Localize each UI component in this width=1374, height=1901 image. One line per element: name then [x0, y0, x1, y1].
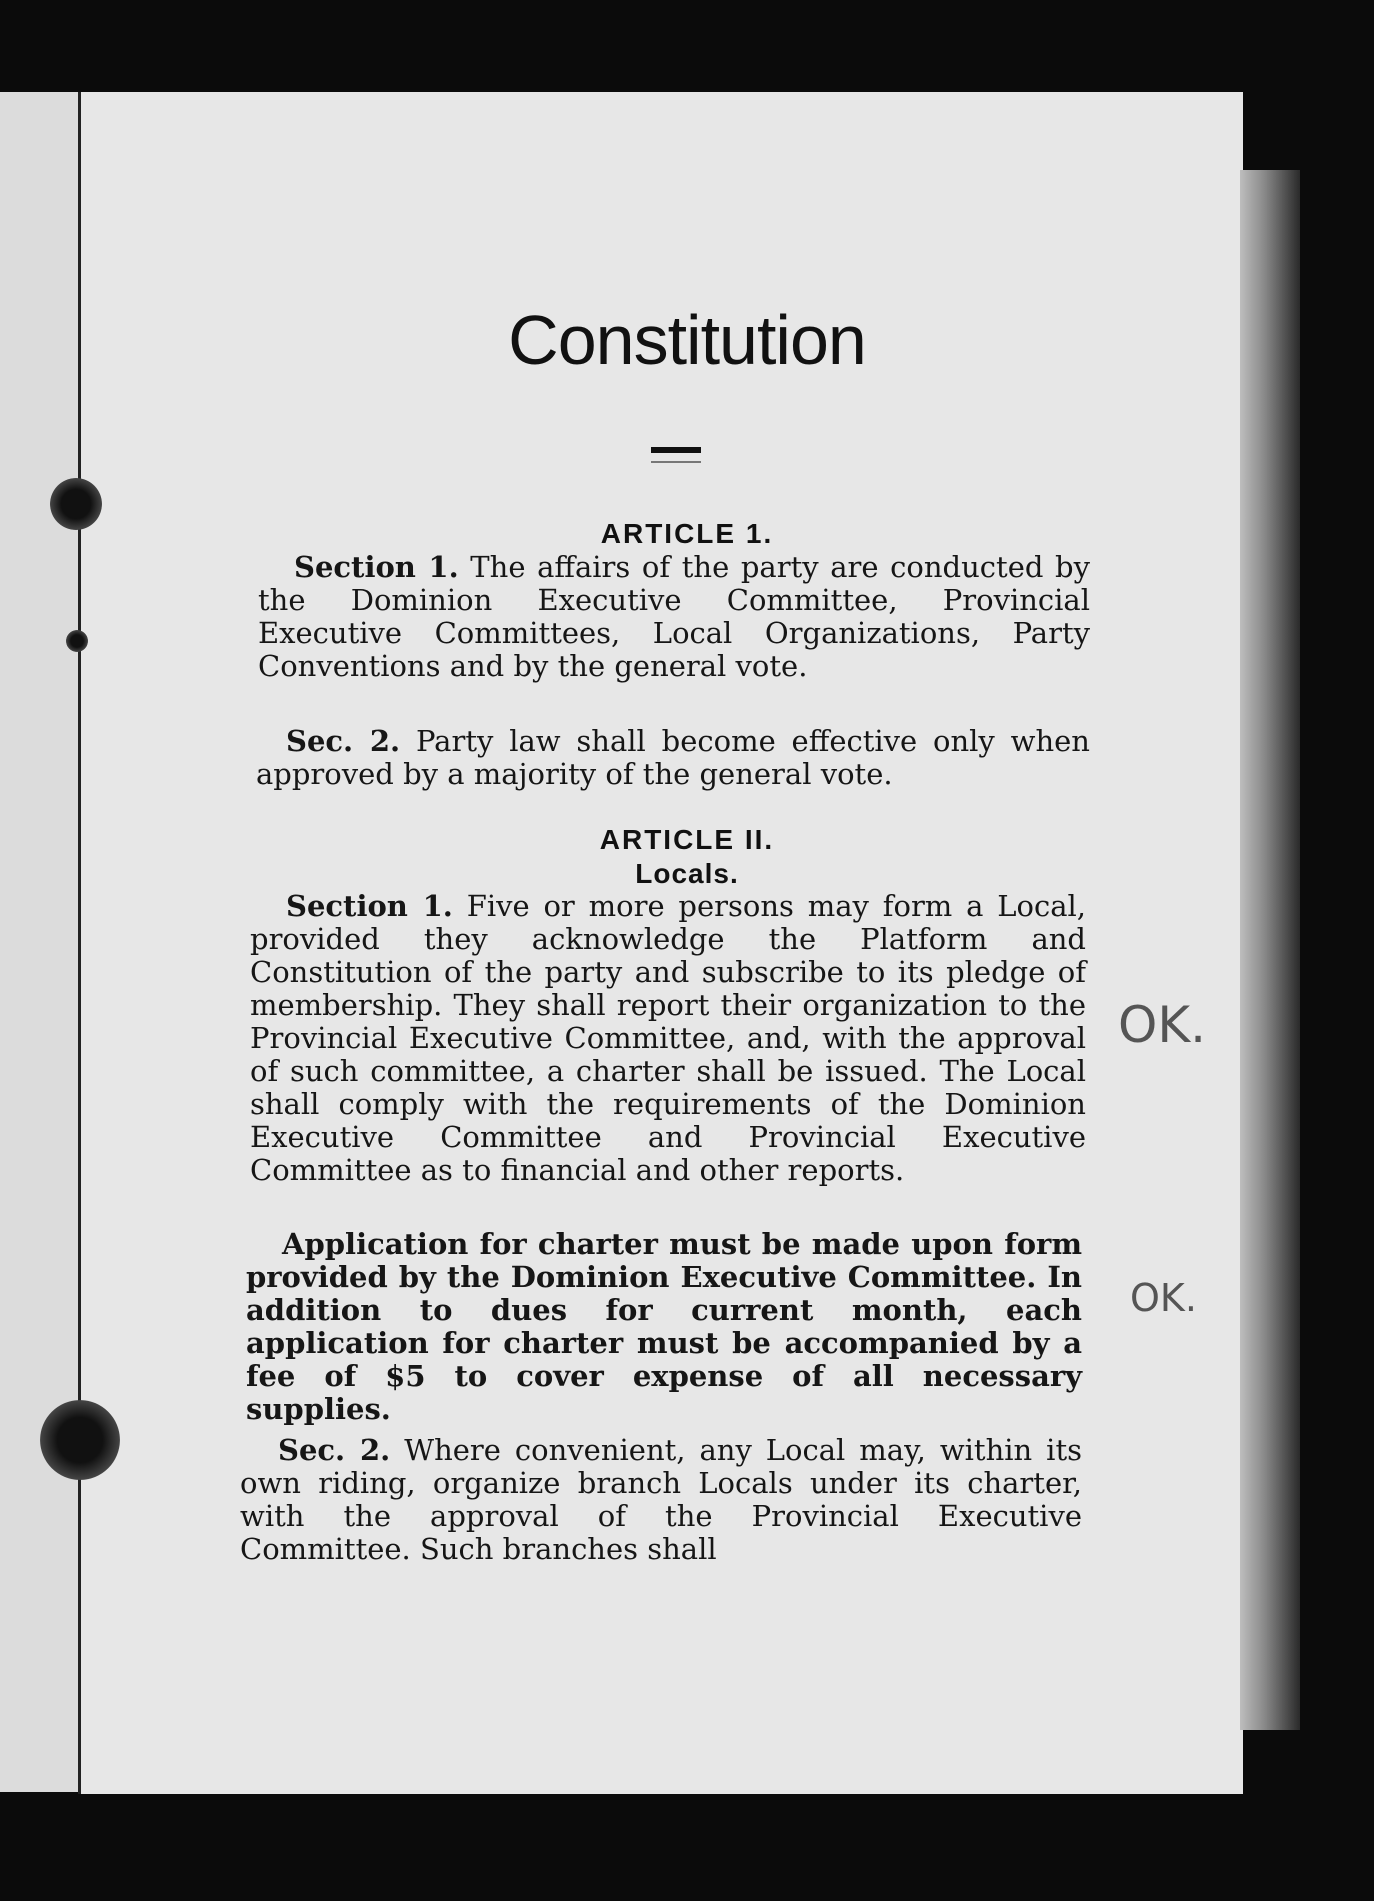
article-1-section-1 [258, 551, 1090, 683]
article-2-section-2 [240, 1434, 1082, 1566]
binder-hole [40, 1400, 120, 1480]
binder-hole [66, 630, 88, 652]
article-2-subheading: Locals. [635, 858, 739, 889]
page-title: Constitution [508, 301, 866, 379]
section-text: Party law shall become effective only when approved by a majority of the general vote. [256, 724, 1090, 791]
section-lead: Section 1. [294, 550, 459, 584]
article-2-heading: ARTICLE II. [599, 824, 775, 855]
handwritten-note: OK. [1130, 1276, 1197, 1320]
title-rule-thin [651, 461, 701, 463]
article-2-section-1 [250, 890, 1086, 1187]
section-text: The affairs of the party are conducted by the Dominion Executive Committee, Provincial Executive Committees, Local Organizations, Party Conventions and by the general vote. [258, 550, 1090, 683]
article-1-heading: ARTICLE 1. [600, 518, 774, 549]
handwritten-note: OK. [1118, 996, 1207, 1054]
application-paragraph: Application for charter must be made upon form provided by the Dominion Executive Committee. In addition to dues for current month, each application for charter must be accompanied by a fee of $5 to cover expense of all necessary supplies. [246, 1227, 1082, 1426]
section-lead: Sec. 2. [278, 1433, 391, 1467]
page-edge-shadow [1240, 170, 1300, 1730]
article-1-section-2 [256, 725, 1090, 791]
section-lead: Sec. 2. [286, 724, 401, 758]
section-text: Where convenient, any Local may, within its own riding, organize branch Locals under its charter, with the approval of the Provincial Executive Committee. Such branches shall [240, 1433, 1082, 1566]
section-text: Five or more persons may form a Local, provided they acknowledge the Platform and Constitution of the party and subscribe to its pledge of membership. They shall report their organization to the Provincial Executive Committee, and, with the approval of such committee, a charter shall be issued. The Local shall comply with the requirements of the Dominion Executive Committee and Provincial Executive Committee as to financial and other reports. [250, 889, 1086, 1187]
title-rule [651, 447, 701, 453]
section-lead: Section 1. [286, 889, 453, 923]
